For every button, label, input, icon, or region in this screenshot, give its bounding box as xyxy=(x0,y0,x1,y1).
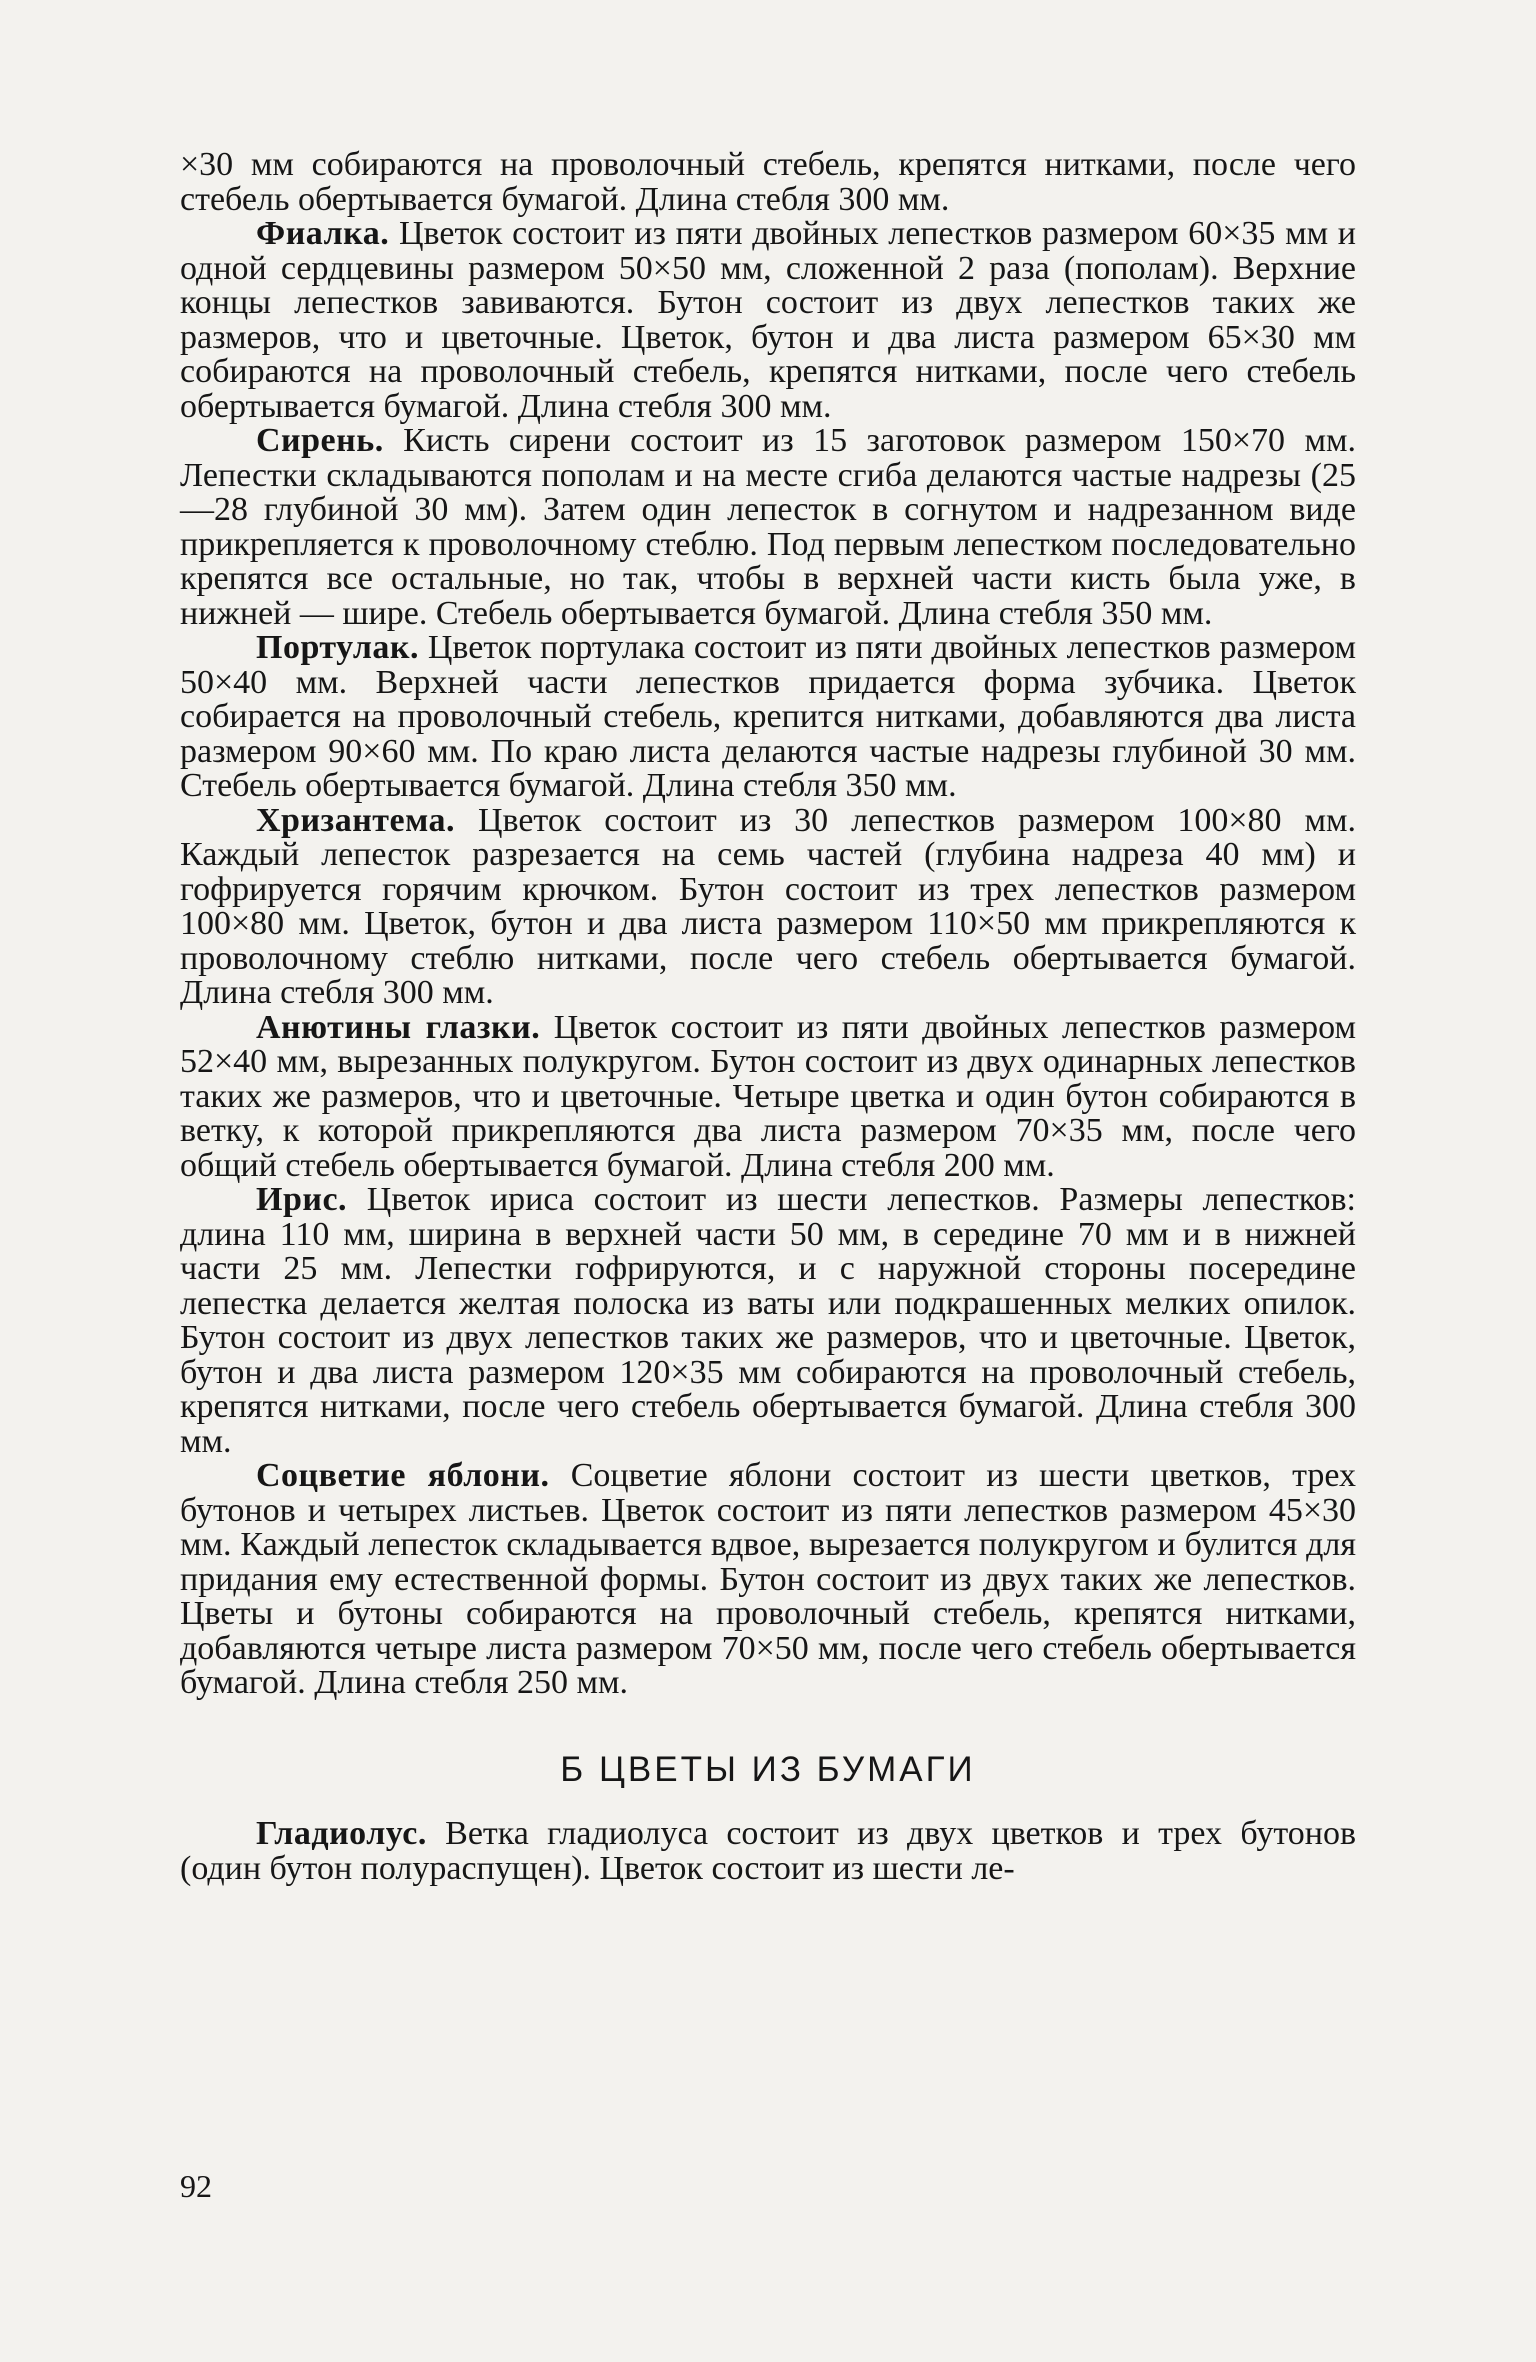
paragraph-term: Гладиолус. xyxy=(256,1815,427,1852)
paragraph-term: Анютины глазки. xyxy=(256,1008,541,1046)
paragraph-gladiolus xyxy=(180,1817,1356,1886)
paragraph-text: Ветка гладиолуса состоит из двух цветков и трех бутонов (один бутон полураспущен). Цветок состоит из шести ле- xyxy=(180,1815,1356,1887)
paragraph-text: Кисть сирени состоит из 15 заготовок размером 150×70 мм. Лепестки складываются пополам и на месте сгиба делаются частые надрезы (25—28 глубиной 30 мм). Затем один лепесток в согнутом и надрезанном виде прикрепляется к проволочному стеблю. Под первым лепестком последовательно крепятся все остальные, но так, чтобы в верхней части кисть была уже, в нижней — шире. Стебель обертывается бумагой. Длина стебля 350 мм. xyxy=(180,422,1356,632)
paragraph-text: ×30 мм собираются на проволочный стебель, крепятся нитками, после чего стебель обертывается бумагой. Длина стебля 300 мм. xyxy=(180,146,1356,218)
paragraph-continuation xyxy=(180,148,1356,217)
paragraph-fialka xyxy=(180,217,1356,424)
paragraph-siren xyxy=(180,424,1356,631)
paragraph-text: Цветок ириса состоит из шести лепестков. Размеры лепестков: длина 110 мм, ширина в верхней части 50 мм, в середине 70 мм и в нижней части 25 мм. Лепестки гофрируются, и с наружной стороны посередине лепестка делается желтая полоска из ваты или подкрашенных мелких опилок. Бутон состоит из двух лепестков таких же размеров, что и цветочные. Цветок, бутон и два листа размером 120×35 мм собираются на проволочный стебель, крепятся нитками, после чего стебель обертывается бумагой. Длина стебля 300 мм. xyxy=(180,1181,1356,1460)
paragraph-text: Цветок состоит из 30 лепестков размером 100×80 мм. Каждый лепесток разрезается на семь частей (глубина надреза 40 мм) и гофрируется горячим крючком. Бутон состоит из трех лепестков размером 100×80 мм. Цветок, бутон и два листа размером 110×50 мм прикрепляются к проволочному стеблю нитками, после чего стебель обертывается бумагой. Длина стебля 300 мм. xyxy=(180,801,1356,1011)
paragraph-text: Цветок портулака состоит из пяти двойных лепестков размером 50×40 мм. Верхней части лепестков придается форма зубчика. Цветок собирается на проволочный стебель, крепится нитками, добавляются два листа размером 90×60 мм. По краю листа делаются частые надрезы глубиной 30 мм. Стебель обертывается бумагой. Длина стебля 350 мм. xyxy=(180,629,1357,804)
paragraph-portulak xyxy=(180,631,1356,804)
paragraph-term: Соцветие яблони. xyxy=(256,1457,550,1494)
paragraph-term: Фиалка. xyxy=(256,215,390,252)
paragraph-anyutiny-glazki xyxy=(180,1008,1356,1184)
paragraph-term: Сирень. xyxy=(256,422,384,459)
paragraph-iris xyxy=(180,1183,1356,1459)
paragraph-text: Цветок состоит из пяти двойных лепестков размером 60×35 мм и одной сердцевины размером 50×50 мм, сложенной 2 раза (пополам). Верхние концы лепестков завиваются. Бутон состоит из двух лепестков таких же размеров, что и цветочные. Цветок, бутон и два листа размером 65×30 мм собираются на проволочный стебель, крепятся нитками, после чего стебель обертывается бумагой. Длина стебля 300 мм. xyxy=(180,215,1357,425)
section-heading: Б ЦВЕТЫ ИЗ БУМАГИ xyxy=(560,1749,976,1789)
paragraph-term: Портулак. xyxy=(256,629,419,666)
paragraph-term: Хризантема. xyxy=(256,801,456,839)
paragraph-text: Соцветие яблони состоит из шести цветков, трех бутонов и четырех листьев. Цветок состоит из пяти лепестков размером 45×30 мм. Каждый лепесток складывается вдвое, вырезается полукругом и булится для придания ему естественной формы. Бутон состоит из двух таких же лепестков. Цветы и бутоны собираются на проволочный стебель, крепятся нитками, добавляются четыре листа размером 70×50 мм, после чего стебель обертывается бумагой. Длина стебля 250 мм. xyxy=(180,1457,1357,1701)
paragraph-sotsvetie-yabloni xyxy=(180,1459,1356,1701)
text-column xyxy=(180,148,1356,1886)
page-number: 92 xyxy=(180,2168,212,2204)
paragraph-term: Ирис. xyxy=(256,1181,348,1218)
paragraph-khrizantema xyxy=(180,801,1356,1011)
paragraph-text: Цветок состоит из пяти двойных лепестков размером 52×40 мм, вырезанных полукругом. Бутон состоит из двух одинарных лепестков таких же размеров, что и цветочные. Четыре цветка и один бутон собираются в ветку, к которой прикрепляются два листа размером 70×35 мм, после чего общий стебель обертывается бумагой. Длина стебля 200 мм. xyxy=(180,1008,1356,1184)
